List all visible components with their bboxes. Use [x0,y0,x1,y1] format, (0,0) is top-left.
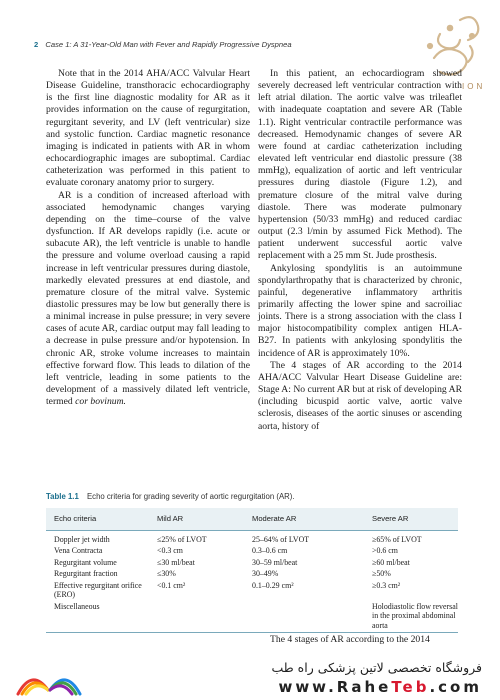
table-cell: 0.1–0.29 cm² [252,580,294,590]
table-caption-text: Echo criteria for grading severity of aortic regurgitation (AR). [86,492,295,501]
right-paragraph-1: In this patient, an echocardiogram showed severely decreased left ventricular contraction with left atrial dilation. The aortic valve was trileaflet with inadequate coaptation and severe AR (Table 1.1). Right ventricular contractile performance was decreased. Hemodynamic changes of severe AR were found at cardiac catheterization including elevated left ventricular end diastolic pressure (38 mmHg), equalization of aortic and left ventricular pressures during diastole (Figure 1.2), and premature closure of the mitral valve during diastole. There was moderate pulmonary hypertension (50/33 mmHg) and reduced cardiac output (2.3 l/min by assumed Fick Method). The patient underwent successful aortic valve replacement with a 25 mm St. Jude prosthesis. [258,68,462,262]
running-header [34,40,292,49]
table-cell: ≤30 ml/beat [157,557,195,567]
table-cell: 30–49% [252,569,279,578]
table-row [46,530,458,545]
table-cell: Holodiastolic flow reversal in the proximal abdominal aorta [372,601,458,633]
table-cell: Doppler jet width [54,534,110,544]
left-paragraph-2 [46,190,250,409]
right-column [258,68,462,433]
right-paragraph-2: Ankylosing spondylitis is an autoimmune spondylarthropathy that is characterized by chronic, painful, degenerative inflammatory arthritis primarily affecting the lower spine and sacroiliac joints. There is a strong association with the class I major histocompatibility complex antigen HLA-B27. In patients with ankylosing spondylitis the incidence of AR is approximately 10%. [258,262,462,359]
table-cell: ≥50% [372,569,391,578]
table-cell: 30–59 ml/beat [252,557,298,567]
continued-paragraph: The 4 stages of AR according to the 2014 [270,634,430,645]
table-cell: ≤30% [157,569,176,578]
table-caption [46,492,295,501]
table-cell: >0.6 cm [372,546,398,555]
table-cell: Regurgitant fraction [54,569,118,578]
store-url[interactable] [278,678,482,696]
table-header-cell: Echo criteria [46,508,157,530]
table-cell: Effective regurgitant orifice (ERO) [54,580,142,599]
left-column [46,68,250,408]
table-cell: Regurgitant volume [54,557,117,567]
left-paragraph-1: Note that in the 2014 AHA/ACC Valvular Heart Disease Guideline, transthoracic echocardiography is the first line diagnostic modality for AR as it provides information on the cause of regurgitation, regurgitant severity, and LV (left ventricular) size and systolic function. Cardiac magnetic resonance imaging is indicated in patients with AR in whom echocardiographic images are suboptimal. Cardiac catheterization was performed in this patient to evaluate coronary anatomy prior to surgery. [46,68,250,189]
persian-store-name: فروشگاه تخصصی لاتین پزشکی راه طب [271,660,482,675]
table-header-row [46,508,458,530]
page-number: 2 [34,40,39,49]
rainbow-book-icon [10,654,88,698]
table-row [46,601,458,633]
echo-criteria-table [46,508,458,633]
table-row [46,580,458,601]
table-label: Table 1.1 [46,492,79,501]
left-paragraph-2-text: AR is a condition of increased afterload with associated hemodynamic changes varying depending on the time–course of the valve dysfunction. If AR develops rapidly (i.e. acute or subacute AR), the left ventricle is unable to handle the pressure and volume overload causing a rapid increase in left ventricular pressures during diastole, markedly elevated pressures at end diastole, and premature closure of the mitral valve. Systemic diastolic pressures may be low but generally there is a minimal increase in pulse pressure; in very severe cases of acute AR, cardiac output may fall leading to a decrease in pulse pressure and/or hypotension. In chronic AR, stroke volume increases to maintain effective forward flow. This leads to dilation of the left ventricle, leading in some patients to the development of a massively dilated left ventricle, termed [46,189,250,408]
table-cell: ≥65% of LVOT [372,534,422,544]
table-cell: ≥60 ml/beat [372,557,410,567]
table-cell [157,601,252,633]
table-cell [252,601,372,633]
table-header-cell: Severe AR [372,508,458,530]
table-row [46,545,458,557]
publisher-banner [0,648,500,700]
table-row [46,557,458,569]
table-header-cell: Mild AR [157,508,252,530]
table-row [46,568,458,580]
table-cell: ≤25% of LVOT [157,534,207,544]
table-cell: Vena Contracta [54,546,103,555]
table-header-cell: Moderate AR [252,508,372,530]
table-cell: Miscellaneous [46,601,157,633]
left-italic-term: cor bovinum. [75,396,126,408]
table-cell: 0.3–0.6 cm [252,546,288,555]
url-highlight: Teb [391,678,430,696]
url-suffix: .com [429,678,482,696]
right-paragraph-3: The 4 stages of AR according to the 2014 AHA/ACC Valvular Heart Disease Guideline are: Stage A: No current AR but at risk of developing AR (including bicuspid aortic valve, aortic valve sclerosis, diseases of the aortic sinuses or ascending aorta, history of [258,359,462,432]
running-title: Case 1: A 31-Year-Old Man with Fever and Rapidly Progressive Dyspnea [45,40,292,49]
table-cell: 25–64% of LVOT [252,534,310,544]
logo-text: ION [462,82,486,91]
table-cell: <0.3 cm [157,546,183,555]
table-cell: <0.1 cm² [157,580,186,590]
table-cell: ≥0.3 cm² [372,580,401,590]
url-prefix: www.Rahe [278,678,392,696]
